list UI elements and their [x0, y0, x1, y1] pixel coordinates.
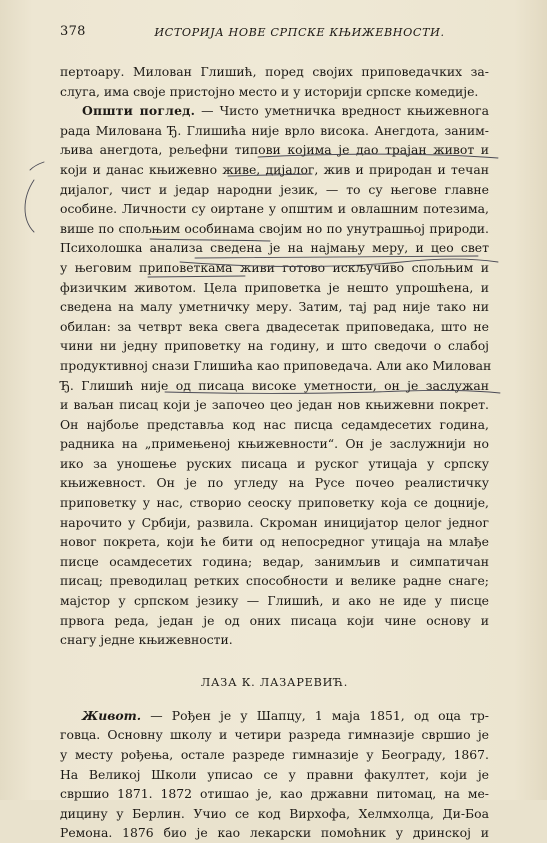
paragraph-biography [60, 706, 489, 843]
text-line: Живот. — Рођен је у Шапцу, 1 маја 1851, од оца тр- [82, 707, 489, 723]
text-line: и ваљан писац који је започео цео један нов књижевни покрет. [60, 397, 489, 413]
text-line: првога реда, један је од оних писаца који чине основу и [60, 612, 489, 628]
text-line: сведена на малу уметничку меру. Затим, тај рад није тако ни [60, 299, 489, 315]
text-line: рада Милована Ђ. Глишића није врло висока. Анегдота, заним- [60, 122, 489, 138]
text-line: свршио 1871. 1872 отишао је, као државни питомац, на ме- [60, 786, 489, 802]
page-header [60, 24, 489, 48]
text-line: Ремона. 1876 био је као лекарски помоћник у дринској и [60, 825, 489, 841]
paragraph-heading: Општи поглед. [82, 103, 196, 119]
text-line: обилан: за четврт века свега двадесетак приповедака, што не [60, 318, 489, 334]
text-line: више по спољњим особинама својим но по унутрашњој природи. [60, 220, 489, 236]
text-line: нарочито у Србији, развила. Скроман иницијатор целог једног [60, 514, 489, 530]
text-line: новог покрета, који ће бити од непосредног утицаја на млађе [60, 534, 489, 550]
text-line: који и данас књижевно живе, дијалог, жив и природан и течан [60, 161, 489, 177]
pencil-bracket [25, 180, 34, 232]
text-line: На Великој Школи уписао се у правни факултет, који је [60, 766, 489, 782]
body-text [60, 62, 492, 843]
running-head: ИСТОРИЈА НОВЕ СРПСКЕ КЊИЖЕВНОСТИ. [154, 26, 445, 39]
text-line: дицину у Берлин. Учио се код Вирхофа, Хелмхолца, Ди-Боа [60, 805, 489, 821]
paragraph-heading: Живот. [82, 707, 142, 723]
section-heading: ЛАЗА К. ЛАЗАРЕВИЋ. [200, 675, 349, 689]
text-line: Психолошка анализа сведена је на најмању меру, и цео свет [60, 240, 489, 256]
text-line: продуктивној снази Глишића као приповедача. Али ако Милован [60, 357, 492, 373]
text-line: физичким животом. Цела приповетка је нешто упрошћена, и [60, 279, 489, 295]
text-line: пертоару. Милован Глишић, поред својих приповедачких за- [60, 64, 489, 79]
text-line: писце осамдесетих година; ведар, занимљив и симпатичан [60, 553, 489, 569]
text-line: слуга, има своје пристојно место и у историји српске комедије. [60, 83, 479, 99]
text-line: у месту рођења, остале разреде гимназије у Београду, 1867. [60, 747, 489, 762]
page-number: 378 [60, 24, 86, 39]
text-line: љива анегдота, рељефни типови којима је дао трајан живот и [60, 142, 489, 158]
text-line: говца. Основну школу и четири разреда гимназије свршио је [60, 727, 489, 743]
text-line: дијалог, чист и једар народни језик, — то су његове главне [60, 181, 489, 197]
text-line: књижевност. Он је по угледу на Русе почео реалистичку [60, 475, 489, 491]
text-line: ико за уношење руских писаца и руског утицаја у српску [60, 455, 489, 471]
text-line: Ђ. Глишић није од писаца високе уметности, он је заслужан [60, 377, 489, 393]
text-line: писац; преводилац ретких способности и велике радне снаге; [60, 573, 489, 589]
text-line: снагу једне књижевности. [60, 632, 233, 648]
paragraph-intro [60, 62, 489, 101]
text-line: Он најбоље представља код нас писца седамдесетих година, [60, 416, 489, 432]
text-line: приповетку у нас, створио сеоску приповетку која се доцније, [60, 495, 489, 511]
text-line: Општи поглед. — Чисто уметничка вредност књижевнога [82, 103, 489, 119]
text-line: особине. Личности су оиртане у општим и овлашним потезима, [60, 201, 489, 217]
text-line: у његовим приповеткама живи готово искључиво спољњим и [60, 259, 489, 275]
paragraph-general-view [60, 101, 492, 650]
pencil-underline [30, 162, 44, 170]
text-line: радника на „примењеној књижевности“. Он је заслужнији но [60, 436, 489, 452]
text-line: мајстор у српском језику — Глишић, и ако не иде у писце [60, 593, 489, 609]
text-line: чини ни једну приповетку на годину, и што сведочи о слабој [60, 338, 489, 354]
